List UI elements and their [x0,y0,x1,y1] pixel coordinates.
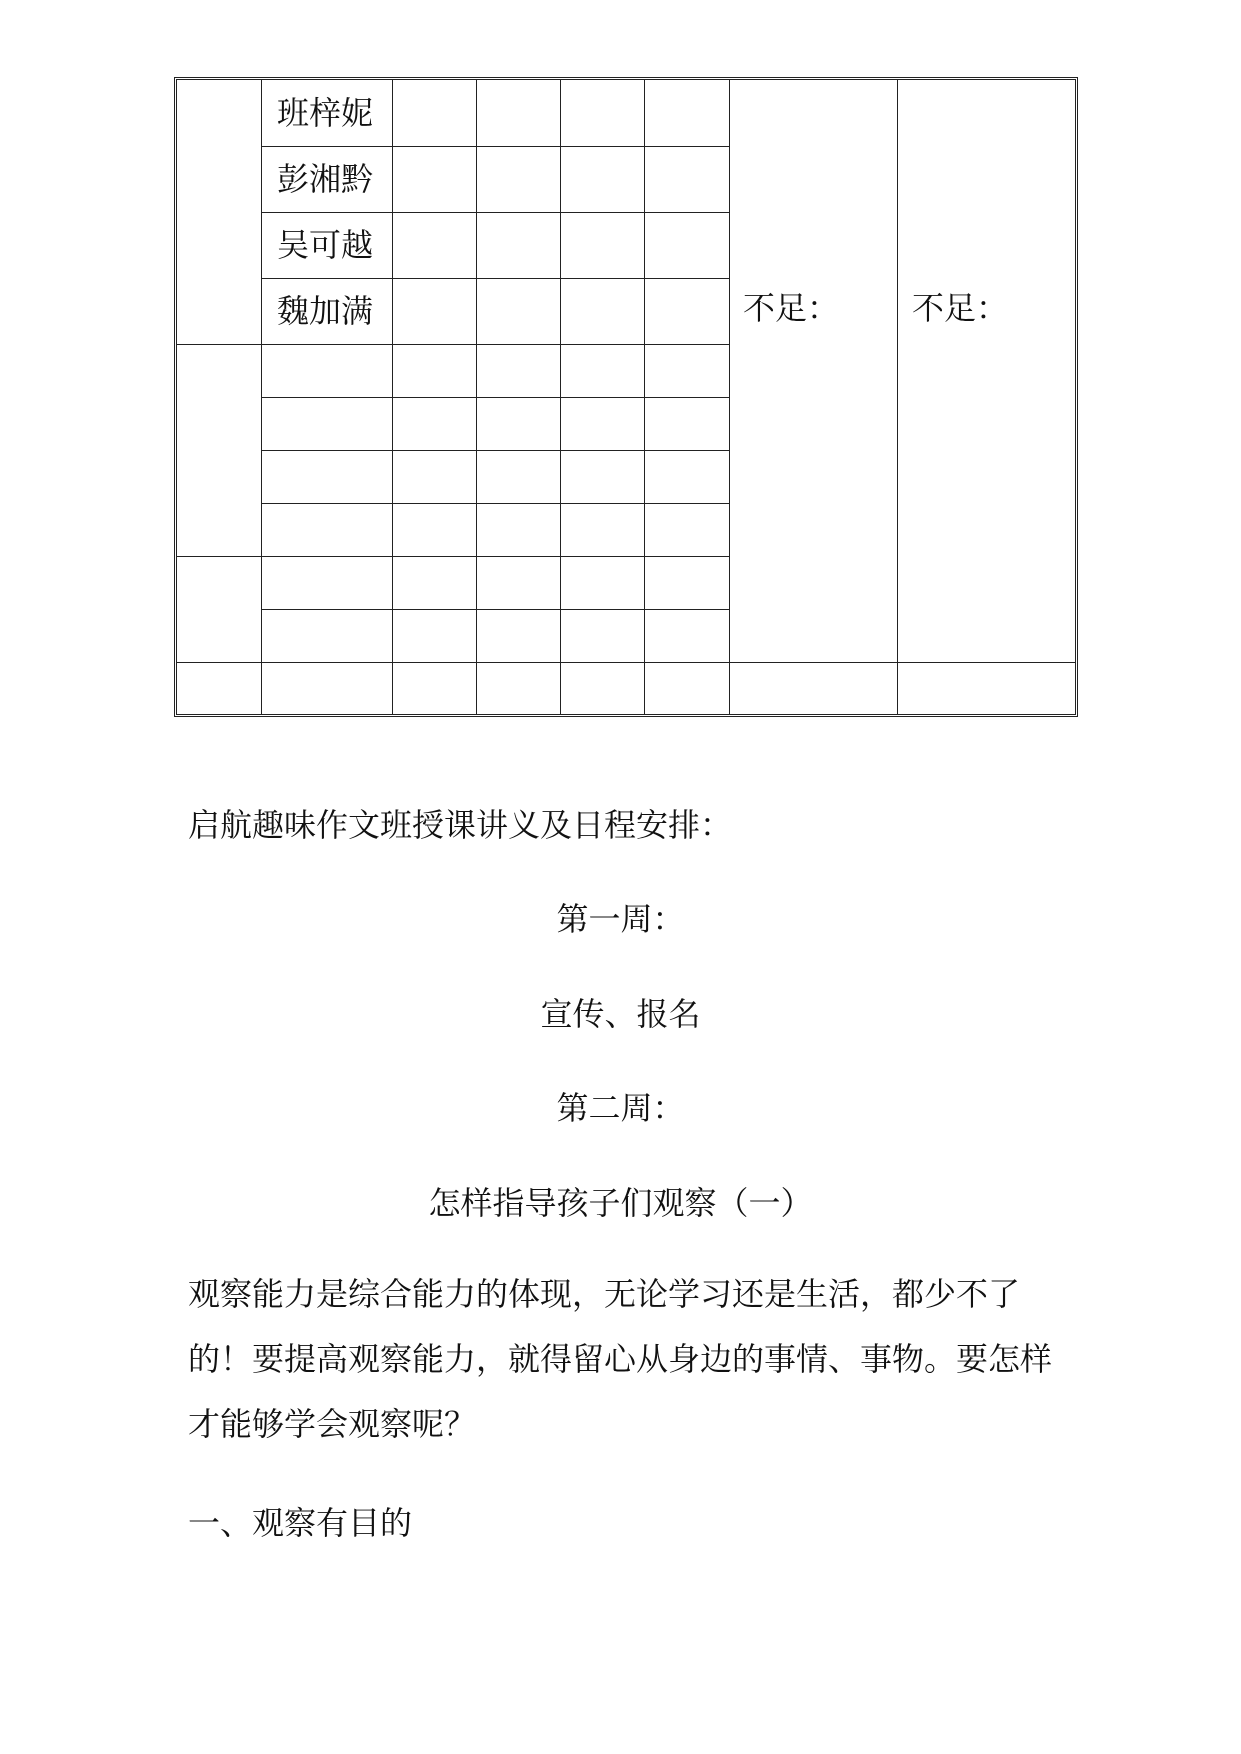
table-row-line [261,397,729,398]
student-name: 彭湘黔 [277,160,374,198]
body-paragraph: 观察能力是综合能力的体现，无论学习还是生活，都少不了的！要提高观察能力，就得留心从身边的事情、事物。要怎样才能够学会观察呢？ [188,1275,1053,1443]
table-col-line [897,80,898,714]
intro-line: 启航趣味作文班授课讲义及日程安排： [188,806,733,844]
table-row-line [261,212,729,213]
shortage-label: 不足： [912,289,1009,327]
table-group-line [177,344,729,345]
table-row-line [261,609,729,610]
table-row-line [261,503,729,504]
table-col-line [729,80,730,714]
table-row-line [261,146,729,147]
week2-title: 第二周： [556,1089,685,1127]
week2-topic: 怎样指导孩子们观察（一） [428,1184,813,1222]
table-row-line [261,450,729,451]
student-name: 吴可越 [277,226,374,264]
student-name: 魏加满 [277,292,374,330]
table-footer-line [177,662,1075,663]
table-group-line [177,556,729,557]
student-name: 班梓妮 [277,94,374,132]
roster-table [174,77,1078,717]
section-heading: 一、观察有目的 [188,1504,413,1542]
table-row-line [261,278,729,279]
week1-content: 宣传、报名 [540,995,701,1033]
week1-title: 第一周： [556,900,685,938]
shortage-label: 不足： [743,289,840,327]
